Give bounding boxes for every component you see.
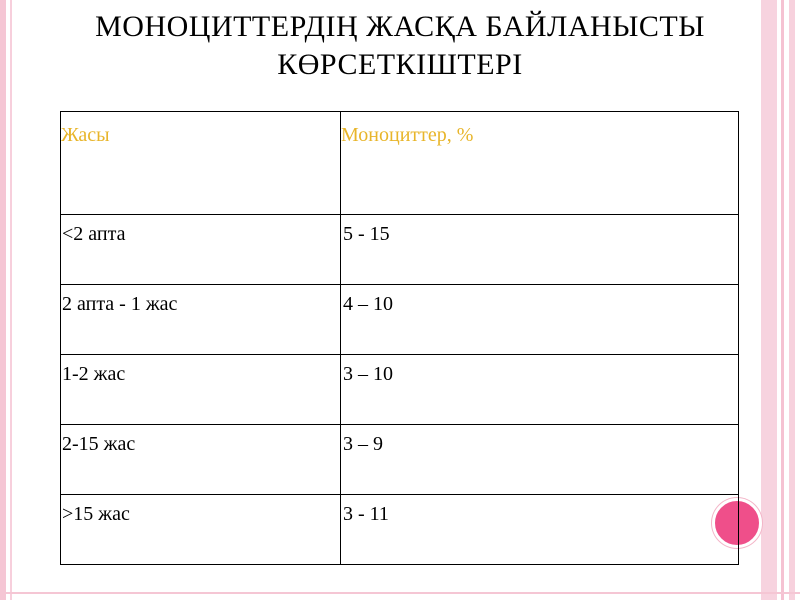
age-cell bbox=[61, 495, 341, 565]
monocytes-value: 3 - 11 bbox=[343, 503, 389, 525]
header-label-age: Жасы bbox=[61, 124, 110, 146]
age-cell bbox=[61, 285, 341, 355]
monocytes-value: 4 – 10 bbox=[343, 293, 393, 315]
monocytes-cell bbox=[341, 495, 739, 565]
slide-title bbox=[60, 8, 740, 84]
table-row bbox=[61, 355, 739, 425]
age-value: >15 жас bbox=[62, 503, 130, 525]
age-value: <2 апта bbox=[62, 223, 126, 245]
header-cell-age bbox=[61, 112, 341, 215]
slide-title-line-1: МОНОЦИТТЕРДІҢ ЖАСҚА БАЙЛАНЫСТЫ bbox=[95, 10, 705, 43]
table-row bbox=[61, 495, 739, 565]
age-cell bbox=[61, 355, 341, 425]
header-cell-monocytes bbox=[341, 112, 739, 215]
right-decorative-edge-stripe bbox=[789, 0, 795, 600]
left-decorative-thin-stripe bbox=[10, 0, 12, 600]
left-decorative-stripe bbox=[0, 0, 6, 600]
table-header-row bbox=[61, 112, 739, 215]
right-decorative-stripe bbox=[761, 0, 777, 600]
monocytes-cell bbox=[341, 215, 739, 285]
monocytes-value: 3 – 10 bbox=[343, 363, 393, 385]
monocytes-cell bbox=[341, 425, 739, 495]
monocytes-cell bbox=[341, 355, 739, 425]
bottom-decorative-line bbox=[0, 592, 800, 594]
age-value: 2 апта - 1 жас bbox=[62, 293, 178, 315]
age-cell bbox=[61, 215, 341, 285]
table-row bbox=[61, 285, 739, 355]
monocytes-value: 3 – 9 bbox=[343, 433, 383, 455]
age-value: 1-2 жас bbox=[62, 363, 126, 385]
monocytes-value: 5 - 15 bbox=[343, 223, 390, 245]
table-row bbox=[61, 425, 739, 495]
age-cell bbox=[61, 425, 341, 495]
monocytes-cell bbox=[341, 285, 739, 355]
age-value: 2-15 жас bbox=[62, 433, 136, 455]
monocytes-age-table bbox=[60, 111, 739, 565]
slide-title-line-2: КӨРСЕТКІШТЕРІ bbox=[277, 48, 523, 81]
table-row bbox=[61, 215, 739, 285]
right-decorative-thin-stripe bbox=[781, 0, 784, 600]
header-label-monocytes: Моноциттер, % bbox=[341, 124, 474, 146]
